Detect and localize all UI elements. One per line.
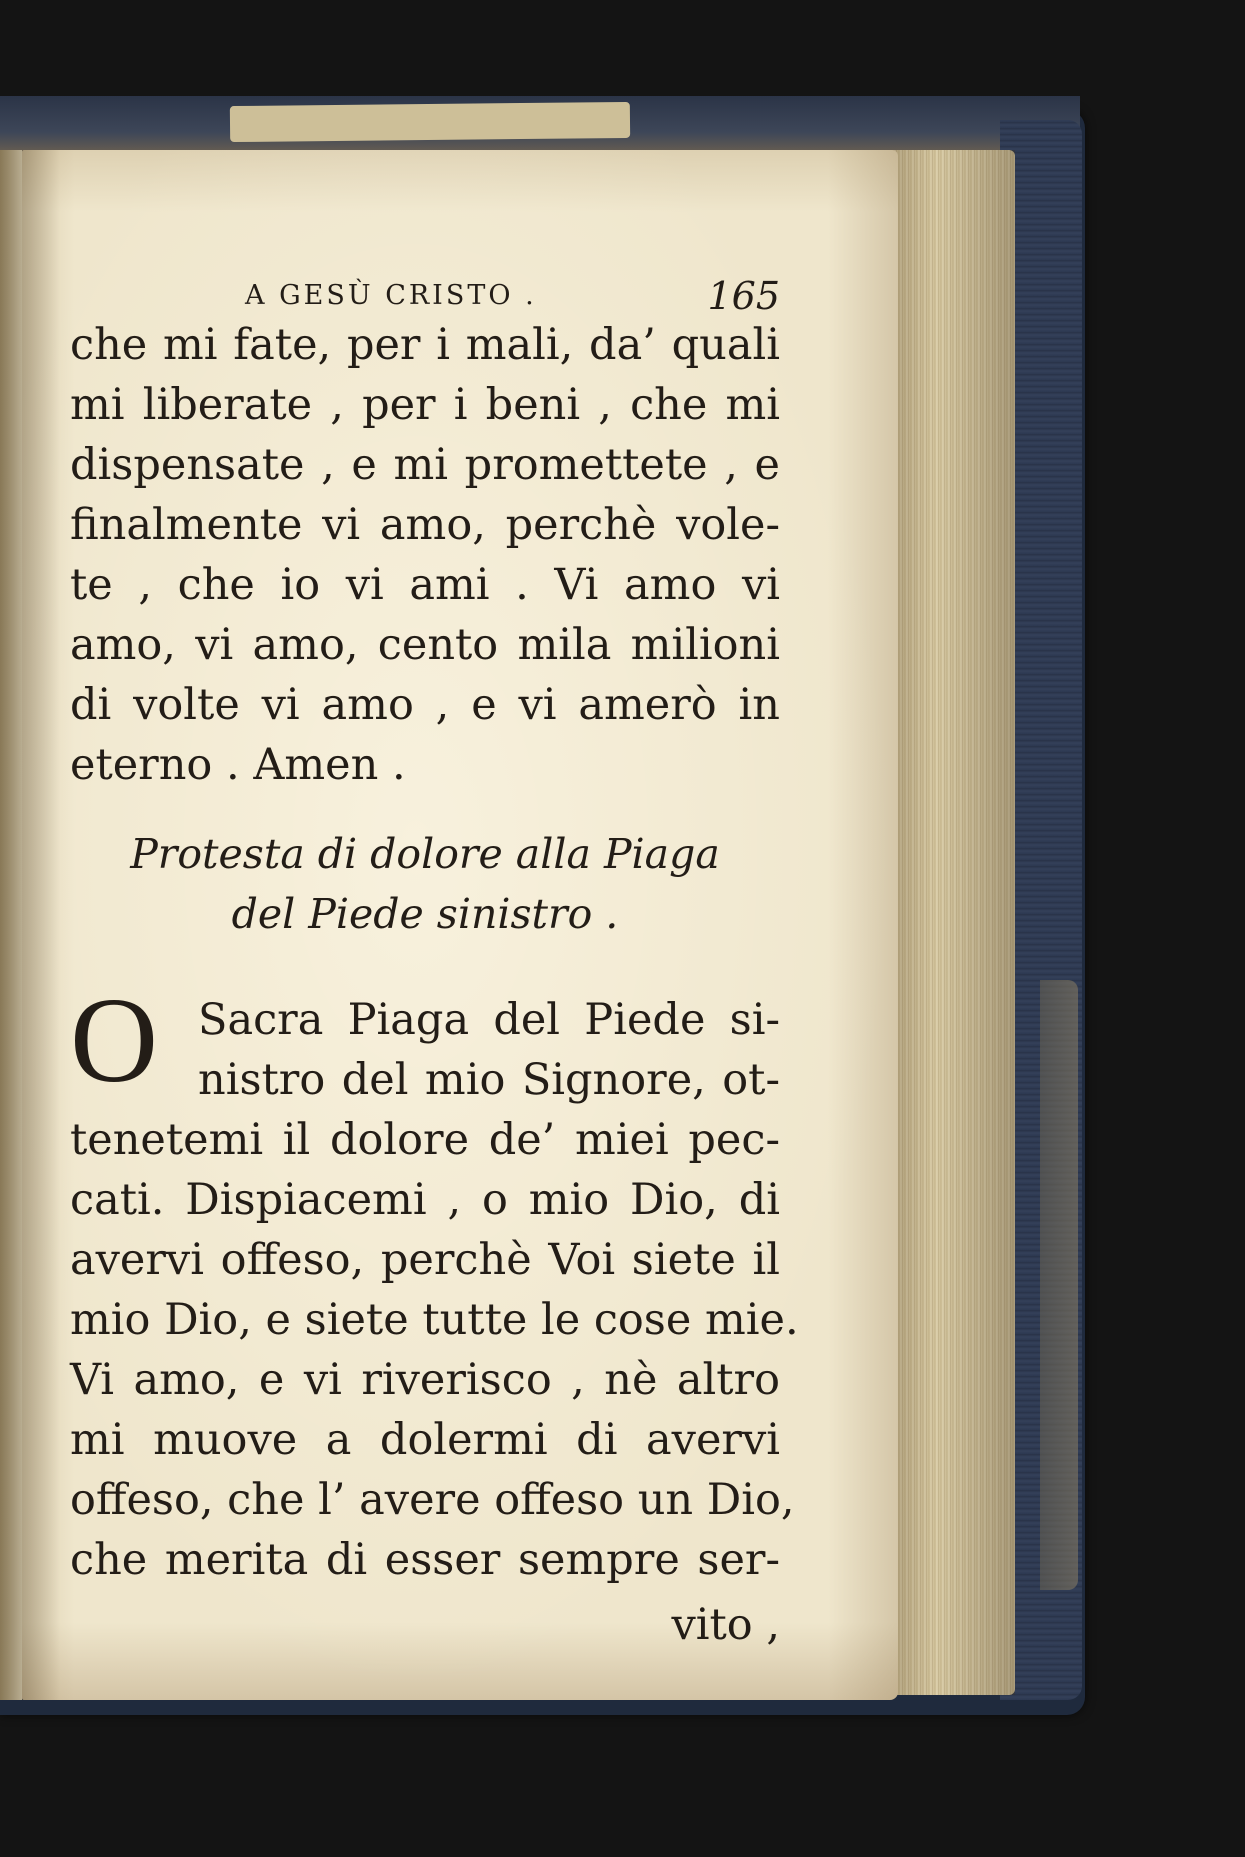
- worn-paper-label: [230, 102, 630, 142]
- text-line: cati. Dispiacemi , o mio Dio, di: [70, 1175, 780, 1225]
- text-line: che merita di esser sempre ser-: [70, 1535, 780, 1585]
- text-line: che mi fate, per i mali, da’ quali: [70, 320, 780, 370]
- running-head: [70, 274, 780, 320]
- cover-wear: [1040, 980, 1078, 1590]
- gutter-shadow: [0, 150, 60, 1700]
- text-line: offeso, che l’ avere offeso un Dio,: [70, 1475, 795, 1525]
- text-line: Sacra Piaga del Piede si-: [198, 995, 780, 1045]
- text-line: mi liberate , per i beni , che mi: [70, 380, 780, 430]
- text-line: finalmente vi amo, perchè vole-: [70, 500, 780, 550]
- running-head-title: A GESÙ CRISTO .: [245, 280, 537, 311]
- catchword: vito ,: [671, 1600, 780, 1650]
- page-number: 165: [707, 274, 780, 318]
- text-line: di volte vi amo , e vi amerò in: [70, 680, 780, 730]
- drop-cap: O: [70, 973, 159, 1108]
- text-line: dispensate , e mi promettete , e: [70, 440, 780, 490]
- text-line: tenetemi il dolore de’ miei pec-: [70, 1115, 780, 1165]
- text-line: amo, vi amo, cento mila milioni: [70, 620, 780, 670]
- text-line: Vi amo, e vi riverisco , nè altro: [70, 1355, 780, 1405]
- text-line: nistro del mio Signore, ot-: [198, 1055, 780, 1105]
- text-line: eterno . Amen .: [70, 740, 406, 790]
- section-heading: del Piede sinistro .: [231, 890, 619, 938]
- text-line: avervi offeso, perchè Voi siete il: [70, 1235, 780, 1285]
- page-fore-edge-shade: [885, 150, 1015, 1695]
- section-heading: Protesta di dolore alla Piaga: [130, 830, 720, 878]
- text-line: mi muove a dolermi di avervi: [70, 1415, 780, 1465]
- text-line: te , che io vi ami . Vi amo vi: [70, 560, 780, 610]
- text-line: mio Dio, e siete tutte le cose mie.: [70, 1295, 799, 1345]
